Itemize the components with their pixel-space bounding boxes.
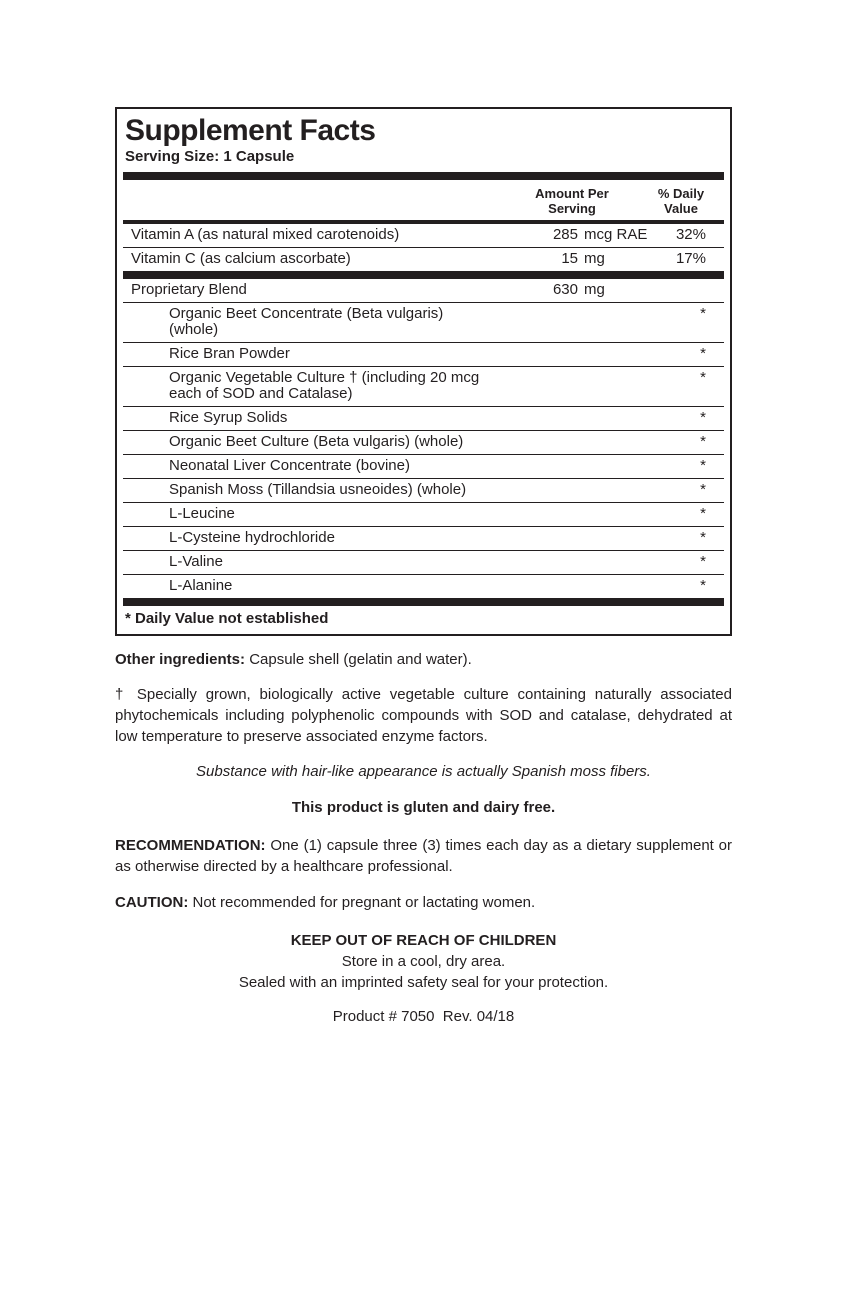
nutrient-name: L-Cysteine hydrochloride [169, 529, 335, 546]
nutrient-row [123, 279, 724, 302]
storage-note: Store in a cool, dry area. [341, 953, 506, 970]
nutrient-daily-value: * [700, 577, 706, 594]
nutrient-amount: 15 [561, 250, 578, 267]
nutrient-row [123, 551, 724, 574]
nutrient-daily-value: * [700, 529, 706, 546]
daily-value-header [652, 186, 710, 216]
label-content [115, 107, 732, 1027]
nutrient-amount-cell [488, 227, 648, 243]
nutrient-name: Organic Vegetable Culture † (including 20 mcg each of SOD and Catalase) [169, 369, 480, 402]
nutrient-daily-value: * [700, 481, 706, 498]
nutrient-amount-cell [488, 282, 648, 298]
other-ingredients-label: Other ingredients: [115, 651, 246, 668]
nutrient-daily-value: * [700, 369, 706, 386]
amount-header-line1: Amount Per [535, 186, 609, 201]
amount-header-line2: Serving [548, 201, 596, 216]
nutrient-name: Rice Bran Powder [169, 345, 290, 362]
nutrient-unit: mg [584, 281, 605, 298]
nutrient-daily-value: * [700, 433, 706, 450]
dagger-note: † Specially grown, biologically active vegetable culture containing naturally associated phytochemicals including polyphenolic compounds with SOD and catalase, dehydrated at low temperature to preserve associated enzyme factors. [115, 686, 732, 745]
nutrient-row [123, 367, 724, 406]
recommendation [115, 835, 732, 877]
nutrient-name: Rice Syrup Solids [169, 409, 288, 426]
nutrient-name: Spanish Moss (Tillandsia usneoides) (whole) [169, 481, 467, 498]
product-info: Product # 7050 Rev. 04/18 [332, 1008, 515, 1025]
other-ingredients-text: Capsule shell (gelatin and water). [249, 651, 472, 668]
keep-out-warning: KEEP OUT OF REACH OF CHILDREN [290, 932, 557, 949]
nutrient-amount: 285 [552, 226, 578, 243]
nutrient-row [123, 455, 724, 478]
nutrient-name: Vitamin C (as calcium ascorbate) [131, 250, 351, 267]
nutrient-row [123, 575, 724, 598]
seal-note: Sealed with an imprinted safety seal for your protection. [238, 974, 609, 991]
nutrient-daily-value: 17% [675, 250, 706, 267]
caution-label: CAUTION: [115, 894, 189, 911]
nutrient-name: Proprietary Blend [131, 281, 247, 298]
recommendation-label: RECOMMENDATION: [115, 837, 266, 854]
nutrient-row [123, 431, 724, 454]
nutrient-name: Vitamin A (as natural mixed carotenoids) [131, 226, 400, 243]
nutrient-amount-cell [488, 251, 648, 267]
nutrient-daily-value: * [700, 457, 706, 474]
column-headers [123, 180, 724, 220]
nutrient-daily-value: * [700, 345, 706, 362]
nutrient-row [123, 527, 724, 550]
nutrient-unit: mcg RAE [584, 226, 648, 243]
dv-header-line1: % Daily [657, 186, 705, 201]
thick-divider-bar [123, 271, 724, 279]
other-ingredients [115, 649, 732, 670]
amount-per-serving-header [492, 186, 652, 216]
supplement-facts-panel [115, 107, 732, 636]
moss-note: Substance with hair-like appearance is actually Spanish moss fibers. [196, 763, 651, 780]
facts-rows [123, 224, 724, 606]
thick-divider-bar [123, 598, 724, 606]
caution [115, 892, 732, 913]
nutrient-name: L-Alanine [169, 577, 233, 594]
caution-text: Not recommended for pregnant or lactating women. [192, 894, 536, 911]
dv-header-line2: Value [664, 201, 698, 216]
nutrient-daily-value: * [700, 409, 706, 426]
serving-size: Serving Size: 1 Capsule [125, 148, 295, 165]
panel-title: Supplement Facts [125, 114, 376, 147]
nutrient-daily-value: * [700, 553, 706, 570]
nutrient-row [123, 343, 724, 366]
nutrient-name: L-Leucine [169, 505, 235, 522]
recommendation-text: One (1) capsule three (3) times each day as a dietary supplement or as otherwise directed by a healthcare professional. [115, 837, 732, 875]
nutrient-name: Neonatal Liver Concentrate (bovine) [169, 457, 410, 474]
nutrient-row [123, 479, 724, 502]
nutrient-amount: 630 [552, 281, 578, 298]
nutrient-row [123, 503, 724, 526]
nutrient-name: L-Valine [169, 553, 223, 570]
nutrient-row [123, 303, 724, 342]
dv-footnote: * Daily Value not established [125, 610, 329, 627]
nutrient-row [123, 248, 724, 271]
nutrient-daily-value: 32% [675, 226, 706, 243]
nutrient-name: Organic Beet Concentrate (Beta vulgaris) (whole) [169, 305, 444, 338]
label-notes [115, 649, 732, 1027]
nutrient-name: Organic Beet Culture (Beta vulgaris) (whole) [169, 433, 464, 450]
nutrient-row [123, 407, 724, 430]
header-divider-bar [123, 172, 724, 180]
nutrient-row [123, 224, 724, 247]
gluten-dairy-note: This product is gluten and dairy free. [291, 799, 556, 816]
nutrient-daily-value: * [700, 305, 706, 322]
nutrient-daily-value: * [700, 505, 706, 522]
nutrient-unit: mg [584, 250, 605, 267]
